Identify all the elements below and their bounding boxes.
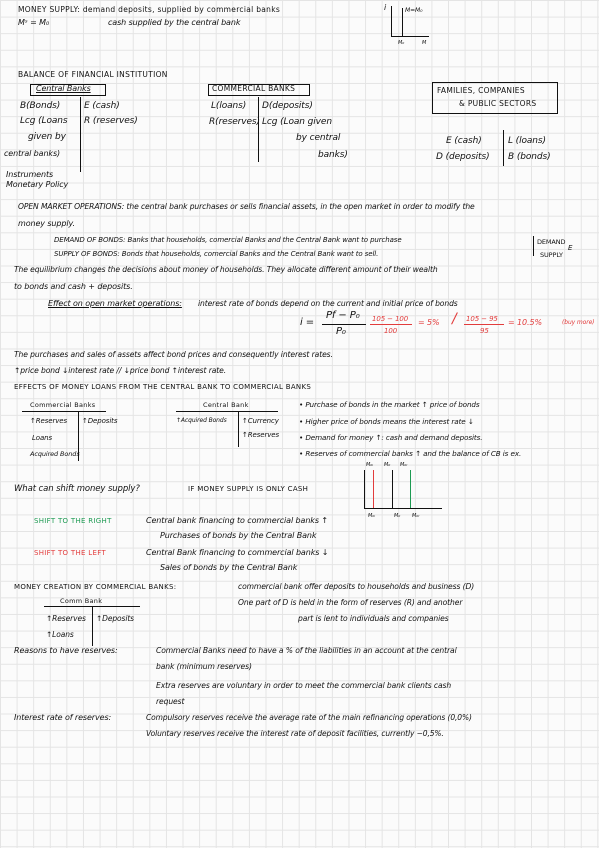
example-2-numerator: 105 − 95	[466, 315, 498, 323]
loans-central-hline	[176, 411, 278, 412]
central-banks-title: Central Banks	[36, 84, 91, 93]
equilibrium-line-2: to bonds and cash + deposits.	[14, 282, 133, 291]
families-liability-2: B (bonds)	[508, 152, 551, 162]
cash-supply-definition: cash supplied by the central bank	[108, 18, 241, 27]
shift-graph-bottom-1: M₀ᵢ	[368, 513, 375, 519]
omo-line-1: OPEN MARKET OPERATIONS: the central bank purchases or sells financial assets, in the open market in order to modify the	[18, 202, 475, 211]
shift-answer: IF MONEY SUPPLY IS ONLY CASH	[188, 485, 309, 493]
money-creation-line-3: part is lent to individuals and companies	[298, 614, 449, 623]
reserves-line-3: Extra reserves are voluntary in order to meet the commercial bank clients cash	[156, 681, 452, 690]
money-creation-line-1: commercial bank offer deposits to households and business (D)	[238, 582, 475, 591]
shift-right-line-2: Purchases of bonds by the Central Bank	[160, 531, 317, 540]
effects-loans-title: EFFECTS OF MONEY LOANS FROM THE CENTRAL BANK TO COMMERCIAL BANKS	[14, 383, 312, 391]
bullet-item-3: • Demand for money ↑: cash and demand deposits.	[299, 433, 483, 442]
shift-graph-right-line	[410, 470, 411, 508]
formula-fraction-bar	[322, 324, 366, 325]
supply-of-bonds: SUPPLY OF BONDS: Bonds that households, comercial Banks and the Central Bank want to sell.	[54, 250, 379, 258]
bullet-item-1: • Purchase of bonds in the market ↑ price of bonds	[299, 400, 480, 409]
money-creation-line-2: One part of D is held in the form of reserves (R) and another	[238, 598, 463, 607]
mini-graph-y-label: i	[384, 3, 387, 12]
bullet-item-2: • Higher price of bonds means the interest rate ↓	[299, 417, 474, 426]
bracket-line	[533, 236, 534, 256]
formula-lhs: i =	[300, 317, 315, 328]
central-banks-asset-4: central banks)	[4, 149, 61, 158]
shift-graph-bottom-2: M₀	[394, 513, 401, 519]
bullet-text-3: Demand for money ↑: cash and demand deposits.	[305, 433, 483, 442]
example-1-numerator: 105 − 100	[372, 315, 409, 323]
mc-t-divider	[92, 606, 93, 646]
reserves-line-1: Commercial Banks need to have a % of the liabilities in an account at the central	[156, 646, 457, 655]
mini-graph-y-axis	[391, 6, 392, 36]
shift-question: What can shift money supply?	[14, 484, 140, 494]
loans-central-liability-2: ↑Reserves	[242, 431, 280, 439]
balance-title: BALANCE OF FINANCIAL INSTITUTION	[18, 70, 168, 79]
families-asset-2: D (deposits)	[436, 152, 490, 162]
mc-t-title: Comm Bank	[60, 597, 103, 605]
money-creation-title: MONEY CREATION BY COMMERCIAL BANKS:	[14, 583, 177, 591]
commercial-banks-liability-4: banks)	[318, 150, 348, 160]
money-supply-definition: MONEY SUPPLY: demand deposits, supplied by commercial banks	[18, 5, 281, 14]
monetary-policy-label: Monetary Policy	[6, 180, 69, 189]
bullet-item-4: • Reserves of commercial banks ↑ and the balance of CB is ex.	[299, 449, 522, 458]
example-2-result: = 10.5%	[508, 318, 542, 327]
demand-of-bonds: DEMAND OF BONDS: Banks that households, comercial Banks and the Central Bank want to purchase	[54, 236, 402, 244]
shift-graph-top-2: M₀	[384, 462, 391, 468]
shift-graph-top-1: M₀ᵢ	[366, 462, 373, 468]
bracket-supply: SUPPLY	[540, 251, 563, 259]
loans-central-liability-1: ↑Currency	[242, 417, 279, 425]
shift-graph-x-axis	[364, 508, 442, 509]
shift-graph-top-3: M₀ᵣ	[400, 462, 408, 468]
shift-graph-left-line	[373, 470, 374, 508]
example-1-denominator: 100	[384, 327, 398, 335]
shift-left-line-1: Central Bank financing to commercial banks ↓	[146, 548, 329, 557]
mc-t-liability-1: ↑Deposits	[96, 614, 134, 623]
loans-comm-asset-3: Acquired Bonds	[30, 450, 80, 458]
purchases-line-2: ↑price bond ↓interest rate // ↓price bond ↑interest rate.	[14, 366, 227, 375]
families-liability-1: L (loans)	[508, 136, 546, 146]
mc-t-asset-1: ↑Reserves	[46, 614, 86, 623]
bracket-equilibrium: E	[568, 244, 573, 252]
reserves-label: Reasons to have reserves:	[14, 646, 118, 655]
central-banks-liability-1: E (cash)	[84, 101, 120, 111]
loans-comm-hline	[22, 411, 106, 412]
reserves-line-4: request	[156, 697, 185, 706]
commercial-banks-title: COMMERCIAL BANKS	[212, 84, 296, 93]
example-2-bar	[464, 324, 504, 325]
commercial-banks-liability-2: Lcg (Loan given	[262, 117, 332, 127]
commercial-banks-asset-2: R(reserves)	[209, 117, 260, 127]
central-banks-liability-2: R (reserves)	[84, 116, 138, 126]
shift-left-label: SHIFT TO THE LEFT	[34, 549, 106, 557]
bullet-text-2: Higher price of bonds means the interest rate ↓	[305, 417, 474, 426]
example-1-bar	[370, 324, 412, 325]
omo-line-2: money supply.	[18, 219, 75, 228]
mini-graph-x-label-1: M₀	[398, 40, 405, 46]
mc-t-asset-2: ↑Loans	[46, 630, 74, 639]
example-1-result: = 5%	[418, 318, 440, 327]
commercial-banks-divider	[258, 97, 259, 162]
reserves-line-2: bank (minimum reserves)	[156, 662, 252, 671]
loans-central-asset-1: ↑Acquired Bonds	[176, 417, 227, 424]
families-divider	[503, 130, 504, 166]
central-banks-asset-3: given by	[28, 132, 66, 142]
example-separator: /	[452, 311, 457, 327]
mini-graph-x-axis	[391, 36, 429, 37]
families-asset-1: E (cash)	[446, 136, 482, 146]
interest-line-2: Voluntary reserves receive the interest rate of deposit facilities, currently −0,5%.	[146, 729, 444, 738]
shift-graph-middle-line	[392, 470, 393, 508]
loans-comm-asset-1: ↑Reserves	[30, 417, 68, 425]
bracket-demand: DEMAND	[537, 238, 566, 246]
central-banks-asset-2: Lcg (Loans	[20, 116, 68, 126]
formula-denominator: P₀	[336, 326, 346, 337]
effect-text: interest rate of bonds depend on the current and initial price of bonds	[198, 299, 458, 308]
effect-label: Effect on open market operations:	[48, 299, 182, 308]
loans-central-title: Central Bank	[203, 401, 249, 409]
mini-graph-supply-line	[402, 8, 403, 36]
loans-central-divider	[238, 411, 239, 447]
families-title-1: FAMILIES, COMPANIES	[437, 86, 525, 95]
loans-comm-liability-1: ↑Deposits	[82, 417, 118, 425]
example-2-denominator: 95	[480, 327, 489, 335]
shift-graph-y-axis	[364, 470, 365, 508]
commercial-banks-liability-1: D(deposits)	[262, 101, 313, 111]
instruments-label: Instruments	[6, 170, 54, 179]
central-banks-divider	[80, 97, 81, 172]
central-banks-asset-1: B(Bonds)	[20, 101, 61, 111]
shift-right-label: SHIFT TO THE RIGHT	[34, 517, 112, 525]
loans-comm-title: Commercial Banks	[30, 401, 96, 409]
shift-graph-bottom-3: M₀ᵣ	[412, 513, 420, 519]
commercial-banks-asset-1: L(loans)	[211, 101, 247, 111]
mini-graph-curve-label: M=M₀	[405, 7, 423, 14]
commercial-banks-liability-3: by central	[296, 133, 341, 143]
equilibrium-line-1: The equilibrium changes the decisions about money of households. They allocate different amount of their wealth	[14, 265, 438, 274]
families-title-2: & PUBLIC SECTORS	[459, 99, 537, 108]
loans-comm-asset-2: Loans	[32, 434, 53, 442]
bullet-text-1: Purchase of bonds in the market ↑ price of bonds	[305, 400, 480, 409]
bullet-text-4: Reserves of commercial banks ↑ and the balance of CB is ex.	[305, 449, 522, 458]
interest-line-1: Compulsory reserves receive the average rate of the main refinancing operations (0,0%)	[146, 713, 472, 722]
interest-label: Interest rate of reserves:	[14, 713, 112, 722]
purchases-line-1: The purchases and sales of assets affect bond prices and consequently interest rates.	[14, 350, 333, 359]
mini-graph-x-label-2: M	[422, 40, 427, 46]
shift-left-line-2: Sales of bonds by the Central Bank	[160, 563, 298, 572]
shift-right-line-1: Central bank financing to commercial banks ↑	[146, 516, 328, 525]
formula-numerator: Pf − P₀	[326, 310, 360, 321]
money-supply-equation: Mˢ = M₀	[18, 18, 50, 27]
example-2-note: (buy more)	[562, 319, 595, 326]
